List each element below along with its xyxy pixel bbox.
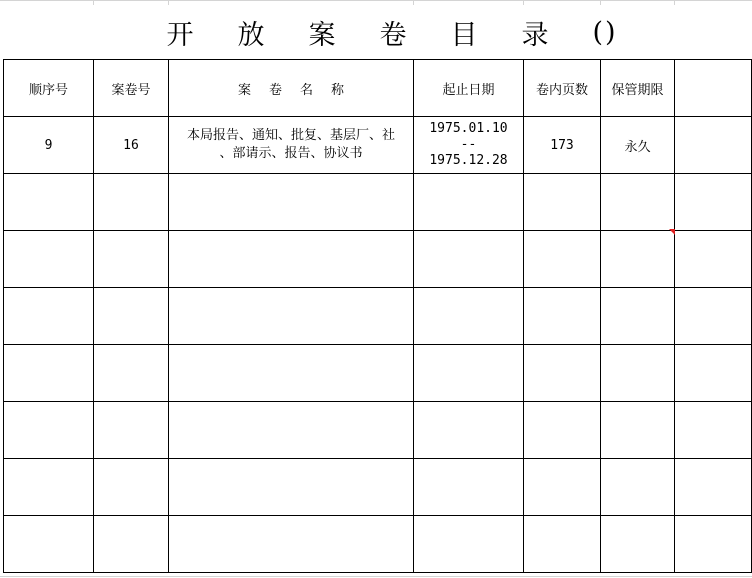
cell-extra[interactable] [675,459,752,516]
header-seq[interactable]: 顺序号 [4,60,94,117]
cell-date-range[interactable] [414,174,524,231]
cell-seq[interactable] [4,516,94,573]
cell-pages[interactable] [524,402,601,459]
cell-retention[interactable] [601,288,675,345]
date-separator: -- [460,137,477,152]
catalog-table [3,59,752,573]
cell-date-range[interactable] [414,117,524,174]
cell-file-no[interactable] [94,174,169,231]
cell-retention[interactable] [601,459,675,516]
spreadsheet-bottom-gridline [0,576,752,577]
header-row [4,60,752,117]
header-pages[interactable]: 卷内页数 [524,60,601,117]
cell-seq[interactable] [4,288,94,345]
cell-file-no[interactable] [94,288,169,345]
cell-file-name[interactable] [169,174,414,231]
cell-extra[interactable] [675,231,752,288]
cell-extra[interactable] [675,402,752,459]
cell-extra[interactable] [675,516,752,573]
cell-pages[interactable] [524,288,601,345]
table-row [4,117,752,174]
cell-file-name[interactable] [169,288,414,345]
date-end: 1975.12.28 [429,153,508,168]
title-main: 开放案卷目录 [166,19,593,51]
cell-date-range[interactable] [414,288,524,345]
cell-file-name[interactable] [169,231,414,288]
title-suffix: () [592,16,618,48]
table-row [4,345,752,402]
table-row [4,174,752,231]
file-name-line-1: 本局报告、通知、批复、基层厂、社 [186,128,395,143]
date-start: 1975.01.10 [429,121,508,136]
cell-file-name[interactable] [169,345,414,402]
header-extra[interactable] [675,60,752,117]
cell-retention[interactable] [601,174,675,231]
cell-pages[interactable] [524,231,601,288]
table-row [4,231,752,288]
cell-pages[interactable]: 173 [524,117,601,174]
file-name-line-2: 、部请示、报告、协议书 [219,146,363,161]
cell-file-no[interactable]: 16 [94,117,169,174]
header-file-no[interactable]: 案卷号 [94,60,169,117]
cell-pages[interactable] [524,345,601,402]
cell-extra[interactable] [675,117,752,174]
cell-file-name[interactable] [169,459,414,516]
cell-retention[interactable]: 永久 [601,117,675,174]
cell-extra[interactable] [675,174,752,231]
cell-extra[interactable] [675,345,752,402]
cell-file-no[interactable] [94,459,169,516]
table-body [4,117,752,573]
cell-date-range[interactable] [414,345,524,402]
header-retention[interactable]: 保管期限 [601,60,675,117]
cell-date-range[interactable] [414,402,524,459]
table-row [4,459,752,516]
cell-date-range[interactable] [414,516,524,573]
cell-file-no[interactable] [94,402,169,459]
header-date-range[interactable]: 起止日期 [414,60,524,117]
cell-seq[interactable]: 9 [4,117,94,174]
table-row [4,288,752,345]
comment-indicator-icon[interactable] [669,229,675,235]
cell-retention[interactable] [601,231,675,288]
cell-file-no[interactable] [94,345,169,402]
cell-seq[interactable] [4,174,94,231]
cell-file-name[interactable] [169,117,414,174]
cell-file-no[interactable] [94,516,169,573]
cell-seq[interactable] [4,402,94,459]
cell-date-range[interactable] [414,459,524,516]
cell-file-name[interactable] [169,516,414,573]
cell-retention[interactable] [601,402,675,459]
cell-date-range[interactable] [414,231,524,288]
cell-pages[interactable] [524,516,601,573]
cell-seq[interactable] [4,231,94,288]
header-file-name[interactable]: 案卷名称 [169,60,414,117]
table-row [4,516,752,573]
cell-file-name[interactable] [169,402,414,459]
cell-file-no[interactable] [94,231,169,288]
cell-seq[interactable] [4,345,94,402]
table-row [4,402,752,459]
cell-extra[interactable] [675,288,752,345]
cell-retention[interactable] [601,516,675,573]
cell-retention[interactable] [601,345,675,402]
cell-pages[interactable] [524,174,601,231]
cell-seq[interactable] [4,459,94,516]
cell-pages[interactable] [524,459,601,516]
page-title[interactable] [0,4,752,60]
